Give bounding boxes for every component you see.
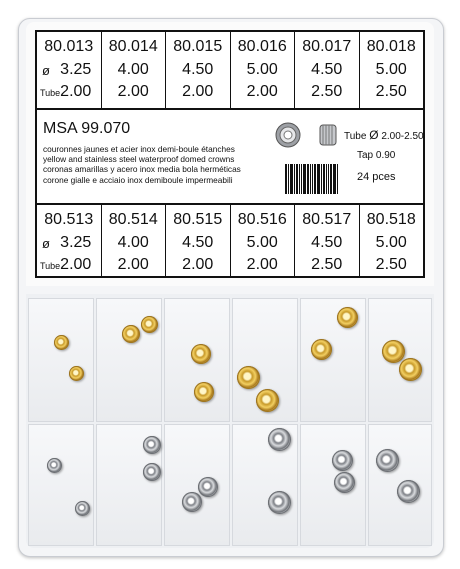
reference-cell [295, 205, 360, 278]
tube-value: 2.00 [182, 256, 214, 273]
tube-value: 2.00 [182, 83, 214, 100]
tube-range-label: Tube [344, 131, 367, 142]
diameter-value: 4.50 [311, 61, 343, 78]
steel-crown [198, 477, 218, 497]
tube-range-value: 2.00-2.50 [381, 131, 424, 142]
gold-crown [382, 340, 405, 363]
reference-cell [102, 32, 167, 108]
crown-side-view-icon [317, 122, 339, 148]
reference-number: 80.015 [173, 38, 223, 55]
steel-crown [182, 492, 202, 512]
gold-crown [54, 335, 69, 350]
diameter-value: 5.00 [246, 61, 278, 78]
diameter-value: 3.25 [60, 61, 92, 78]
tube-value: 2.50 [311, 256, 343, 273]
reference-cell [360, 32, 424, 108]
reference-number: 80.013 [44, 38, 94, 55]
gold-crown [141, 316, 158, 333]
diameter-value: 4.50 [311, 234, 343, 251]
gold-crown [191, 344, 211, 364]
diameter-value: 5.00 [375, 234, 407, 251]
reference-number: 80.014 [108, 38, 158, 55]
diameter-value: 4.00 [117, 234, 149, 251]
bottom-reference-row [37, 203, 423, 278]
label-description-area [37, 108, 423, 203]
steel-crown [268, 491, 291, 514]
steel-crown [143, 436, 161, 454]
diameter-symbol: ø [42, 236, 50, 251]
description-line-en: yellow and stainless steel waterproof domed crowns [43, 154, 235, 165]
tube-range-info [344, 128, 424, 142]
tap-size: Tap 0.90 [357, 150, 396, 161]
steel-crown [75, 501, 90, 516]
reference-number: 80.017 [302, 38, 352, 55]
reference-cell [360, 205, 424, 278]
description-line-it: corone gialle e acciaio inox demiboule impermeabili [43, 174, 233, 185]
reference-cell [37, 205, 102, 278]
reference-number: 80.514 [108, 211, 158, 228]
crown-top-view-icon [275, 122, 301, 148]
reference-number: 80.516 [237, 211, 287, 228]
diameter-value: 3.25 [60, 234, 92, 251]
diameter-value: 4.50 [182, 234, 214, 251]
reference-cell [231, 205, 296, 278]
tube-label: Tube [40, 261, 61, 271]
description-line-fr: couronnes jaunes et acier inox demi-boule étanches [43, 144, 235, 154]
reference-number: 80.515 [173, 211, 223, 228]
gold-crown [337, 307, 358, 328]
barcode [285, 164, 347, 194]
tube-value: 2.00 [60, 83, 92, 100]
compartment [300, 424, 366, 546]
steel-crown [397, 480, 420, 503]
diameter-symbol: ø [42, 63, 50, 78]
steel-crown [334, 472, 355, 493]
reference-number: 80.517 [302, 211, 352, 228]
reference-number: 80.513 [44, 211, 94, 228]
reference-number: 80.016 [237, 38, 287, 55]
reference-cell [231, 32, 296, 108]
tube-value: 2.00 [117, 83, 149, 100]
diameter-value: 5.00 [375, 61, 407, 78]
tube-value: 2.50 [311, 83, 343, 100]
steel-crown [143, 463, 161, 481]
gold-crown [122, 325, 140, 343]
reference-cell [295, 32, 360, 108]
steel-crown [332, 450, 353, 471]
gold-crown [311, 339, 332, 360]
steel-crown [47, 458, 62, 473]
gold-crown [399, 358, 422, 381]
tube-value: 2.00 [60, 256, 92, 273]
reference-number: 80.018 [366, 38, 416, 55]
top-reference-row [37, 32, 423, 110]
product-label [35, 30, 425, 278]
gold-crown [69, 366, 84, 381]
diameter-value: 4.00 [117, 61, 149, 78]
diameter-value: 4.50 [182, 61, 214, 78]
gold-crown [256, 389, 279, 412]
reference-cell [166, 32, 231, 108]
tube-value: 2.50 [375, 83, 407, 100]
product-title: MSA 99.070 [43, 120, 131, 137]
compartment [28, 424, 94, 546]
steel-crown [268, 428, 291, 451]
piece-count: 24 pces [357, 171, 396, 183]
tube-range-symbol: Ø [369, 128, 379, 142]
tube-value: 2.50 [375, 256, 407, 273]
reference-number: 80.518 [366, 211, 416, 228]
compartment [28, 298, 94, 422]
reference-cell [166, 205, 231, 278]
tube-value: 2.00 [117, 256, 149, 273]
gold-crown [194, 382, 214, 402]
description-line-es: coronas amarillas y acero inox media bola herméticas [43, 164, 241, 175]
tube-value: 2.00 [246, 256, 278, 273]
diameter-value: 5.00 [246, 234, 278, 251]
tube-value: 2.00 [246, 83, 278, 100]
compartment [164, 424, 230, 546]
gold-crown [237, 366, 260, 389]
steel-crown [376, 449, 399, 472]
product-description [43, 144, 283, 185]
reference-cell [37, 32, 102, 108]
reference-cell [102, 205, 167, 278]
tube-label: Tube [40, 88, 61, 98]
